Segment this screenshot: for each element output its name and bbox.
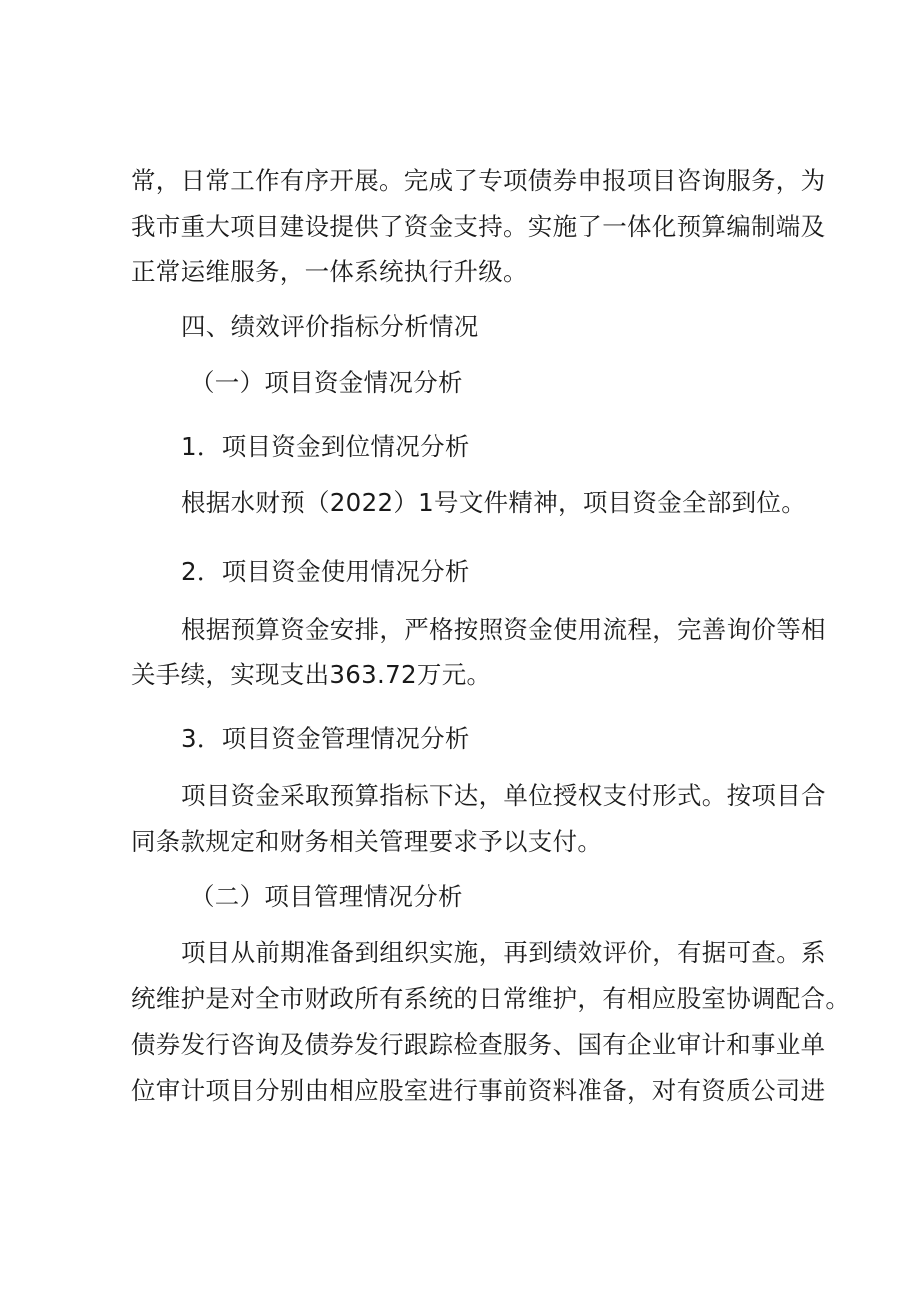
subsection-heading: （二）项目管理情况分析	[190, 882, 463, 911]
section-heading: 四、绩效评价指标分析情况	[181, 312, 479, 341]
paragraph-line: 根据预算资金安排，严格按照资金使用流程，完善询价等相	[181, 615, 826, 644]
paragraph-line: 债券发行咨询及债券发行跟踪检查服务、国有企业审计和事业单	[131, 1030, 826, 1059]
paragraph-line: 统维护是对全市财政所有系统的日常维护，有相应股室协调配合。	[131, 984, 851, 1013]
paragraph-line: 项目资金采取预算指标下达，单位授权支付形式。按项目合	[181, 781, 826, 810]
subsection-heading: （一）项目资金情况分析	[190, 368, 463, 397]
paragraph-line: 根据水财预（2022）1号文件精神，项目资金全部到位。	[181, 488, 807, 517]
item-heading: 1．项目资金到位情况分析	[181, 432, 470, 461]
paragraph-line: 项目从前期准备到组织实施，再到绩效评价，有据可查。系	[181, 938, 826, 967]
paragraph-line: 位审计项目分别由相应股室进行事前资料准备，对有资质公司进	[131, 1076, 826, 1105]
paragraph-line: 我市重大项目建设提供了资金支持。实施了一体化预算编制端及	[131, 212, 826, 241]
paragraph-line: 同条款规定和财务相关管理要求予以支付。	[131, 827, 603, 856]
paragraph-line: 关手续，实现支出363.72万元。	[131, 660, 492, 689]
paragraph-line: 常，日常工作有序开展。完成了专项债券申报项目咨询服务，为	[131, 166, 826, 195]
item-heading: 2．项目资金使用情况分析	[181, 557, 470, 586]
paragraph-line: 正常运维服务，一体系统执行升级。	[131, 257, 528, 286]
item-heading: 3．项目资金管理情况分析	[181, 724, 470, 753]
